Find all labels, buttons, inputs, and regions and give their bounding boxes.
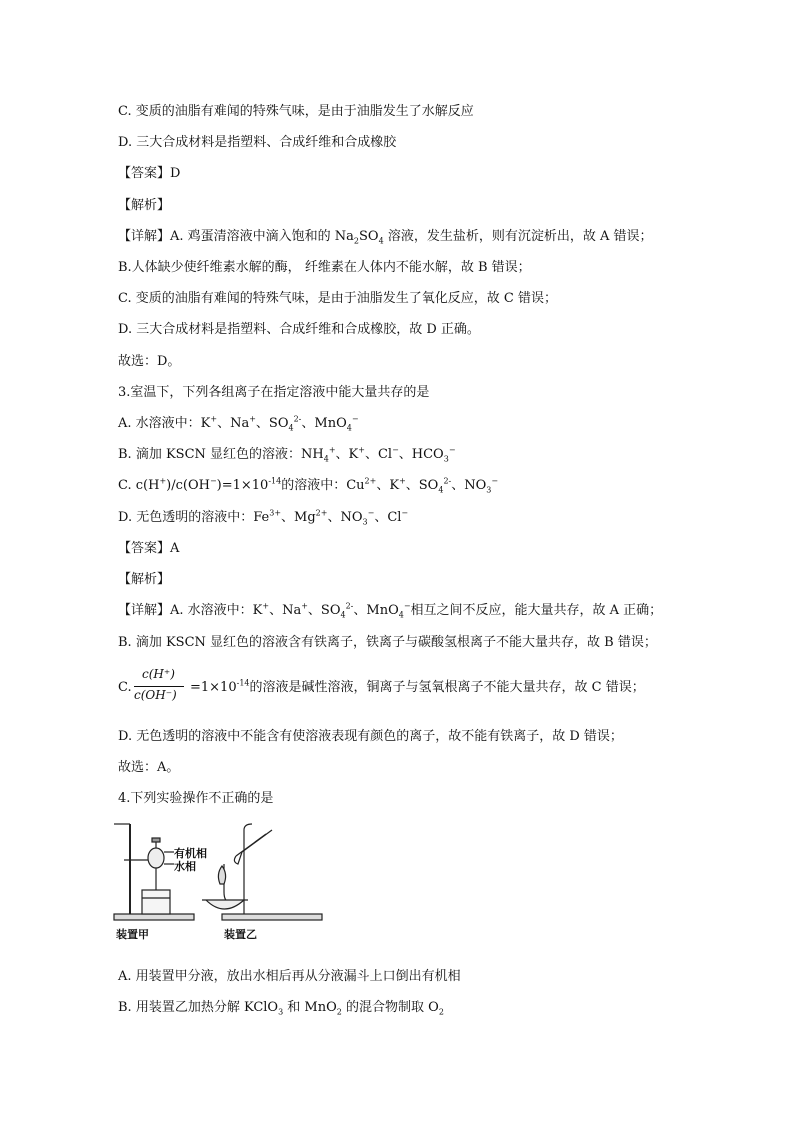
text-line-l17: 【详解】A. 水溶液中：K+、Na+、$SO_4^{2-}$、MnO$_4$−相互之间不反应，能大量共存，故 A 正确； <box>118 601 663 620</box>
text-line-l16: 【解析】 <box>118 572 171 587</box>
text-line-l3: 【答案】D <box>118 166 181 181</box>
caption-apparatus-b: 装置乙 <box>224 928 257 941</box>
text-line-l24: B. 用装置乙加热分解 KClO$_3$ 和 MnO$_2$ 的混合物制取 $O_2$ <box>118 1000 444 1017</box>
text-line-l8: D. 三大合成材料是指塑料、合成纤维和合成橡胶，故 D 正确。 <box>118 322 480 337</box>
text-line-l2: D. 三大合成材料是指塑料、合成纤维和合成橡胶 <box>118 135 397 150</box>
text-line-l10: 3.室温下，下列各组离子在指定溶液中能大量共存的是 <box>118 385 430 400</box>
text-line-l22: 4.下列实验操作不正确的是 <box>118 791 274 806</box>
apparatus-figure <box>112 822 392 944</box>
text-line-l18: B. 滴加 KSCN 显红色的溶液含有铁离子，铁离子与碳酸氢根离子不能大量共存，故 B 错误； <box>118 635 657 650</box>
fraction-denominator: c(OH⁻) <box>134 688 177 702</box>
text-line-l9: 故选：D。 <box>118 354 181 369</box>
text-line-l1: C. 变质的油脂有难闻的特殊气味，是由于油脂发生了水解反应 <box>118 104 474 119</box>
text-line-l20: D. 无色透明的溶液中不能含有使溶液表现有颜色的离子，故不能有铁离子，故 D 错误； <box>118 729 623 744</box>
fraction-numerator: c(H⁺) <box>142 667 175 681</box>
label-water-phase: 水相 <box>174 860 196 873</box>
text-line-l7: C. 变质的油脂有难闻的特殊气味，是由于油脂发生了氧化反应，故 C 错误； <box>118 291 557 306</box>
fraction-rest-text: $=1\times 10^{-14}$的溶液是碱性溶液，铜离子与氢氧根离子不能大量共存，故 C 错误； <box>190 678 645 695</box>
text-line-l15: 【答案】A <box>118 541 180 556</box>
text-line-l14: D. 无色透明的溶液中：$Fe^{3+}$、$Mg^{2+}$、$NO_3^-$、Cl− <box>118 508 409 527</box>
text-line-l4: 【解析】 <box>118 198 171 213</box>
text-line-l19: C. <box>118 680 132 695</box>
text-line-l21: 故选：A。 <box>118 760 180 775</box>
text-line-l12: B. 滴加 KSCN 显红色的溶液：$NH_4^+$、K+、Cl−、$HCO_3^-$ <box>118 445 456 464</box>
fraction-expression <box>130 667 188 707</box>
text-line-l23: A. 用装置甲分液，放出水相后再从分液漏斗上口倒出有机相 <box>118 969 461 984</box>
fraction-bar <box>134 686 184 687</box>
label-organic-phase: 有机相 <box>174 847 207 860</box>
text-line-l5: 【详解】A. 鸡蛋清溶液中滴入饱和的 $Na_2SO_4$ 溶液，发生盐析，则有沉淀析出，故 A 错误； <box>118 229 653 246</box>
text-line-l11: A. 水溶液中：K+、Na+、$SO_4^{2-}$、MnO$_4$− <box>118 414 359 433</box>
caption-apparatus-a: 装置甲 <box>116 928 149 941</box>
text-line-l13: C. $c(H^+)/c(OH^-)=1\times 10^{-14}$的溶液中：$Cu^{2+}$、K+、$SO_4^{2-}$、$NO_3^-$ <box>118 476 499 495</box>
text-line-l6: B.人体缺少使纤维素水解的酶， 纤维素在人体内不能水解，故 B 错误； <box>118 260 531 275</box>
